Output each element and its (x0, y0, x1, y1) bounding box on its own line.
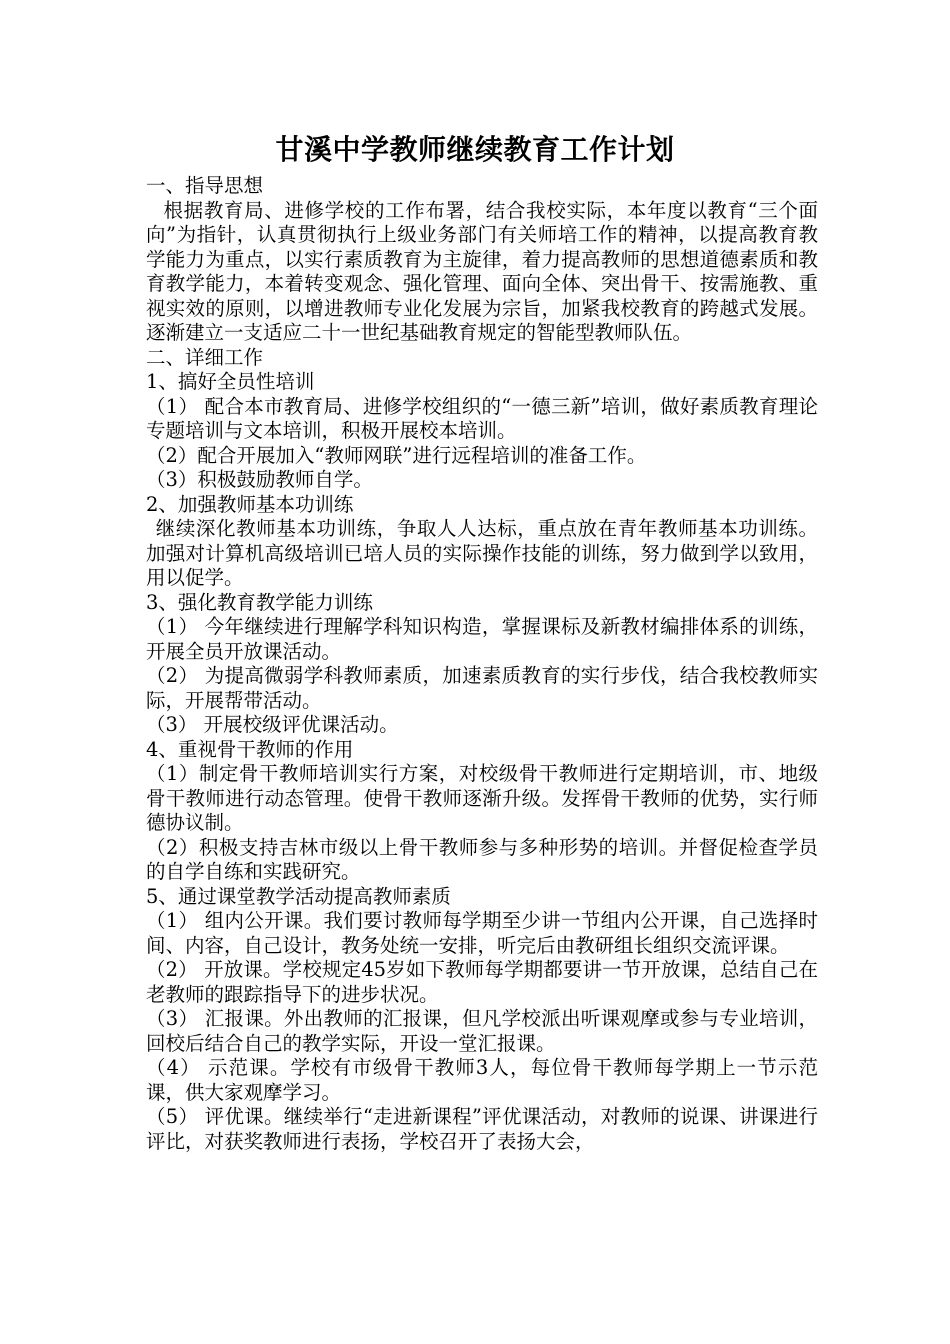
list-item: （2） 为提高微弱学科教师素质，加速素质教育的实行步伐，结合我校教师实际，开展帮带活动。 (146, 664, 818, 712)
list-item: （2） 开放课。学校规定45岁如下教师每学期都要讲一节开放课，总结自己在老教师的跟踪指导下的进步状况。 (146, 958, 818, 1006)
list-item: （1） 组内公开课。我们要讨教师每学期至少讲一节组内公开课，自己选择时间、内容，自己设计，教务处统一安排，听完后由教研组长组织交流评课。 (146, 909, 818, 957)
list-item: （1） 今年继续进行理解学科知识构造，掌握课标及新教材编排体系的训练，开展全员开放课活动。 (146, 615, 818, 663)
body-paragraph: 继续深化教师基本功训练，争取人人达标，重点放在青年教师基本功训练。加强对计算机高级培训已培人员的实际操作技能的训练，努力做到学以致用，用以促学。 (146, 517, 818, 589)
document-title: 甘溪中学教师继续教育工作计划 (275, 133, 675, 166)
list-item: （1）制定骨干教师培训实行方案，对校级骨干教师进行定期培训，市、地级骨干教师进行动态管理。使骨干教师逐渐升级。发挥骨干教师的优势，实行师德协议制。 (146, 762, 818, 834)
subsection-heading: 3、强化教育教学能力训练 (146, 590, 373, 614)
list-item: （1） 配合本市教育局、进修学校组织的“一德三新”培训，做好素质教育理论专题培训与文本培训，积极开展校本培训。 (146, 394, 818, 442)
list-item: （3） 开展校级评优课活动。 (146, 713, 399, 736)
list-item: （2）积极支持吉林市级以上骨干教师参与多种形势的培训。并督促检查学员的自学自练和实践研究。 (146, 835, 818, 883)
subsection-heading: 2、加强教师基本功训练 (146, 492, 354, 516)
body-paragraph: 根据教育局、进修学校的工作布署，结合我校实际，本年度以教育“三个面向”为指针，认真贯彻执行上级业务部门有关师培工作的精神，以提高教育教学能力为重点，以实行素质教育为主旋律，着力提高教师的思想道德素质和教育教学能力，本着转变观念、强化管理、面向全体、突出骨干、按需施教、重视实效的原则，以增进教师专业化发展为宗旨，加紧我校教育的跨越式发展。逐渐建立一支适应二十一世纪基础教育规定的智能型教师队伍。 (146, 198, 818, 344)
list-item: （4） 示范课。学校有市级骨干教师3人，每位骨干教师每学期上一节示范课，供大家观摩学习。 (146, 1056, 818, 1104)
list-item: （2）配合开展加入“教师网联”进行远程培训的准备工作。 (146, 443, 647, 467)
subsection-heading: 4、重视骨干教师的作用 (146, 737, 354, 761)
list-item: （3）积极鼓励教师自学。 (146, 468, 373, 491)
subsection-heading: 5、通过课堂教学活动提高教师素质 (146, 884, 451, 908)
section-heading: 一、指导思想 (146, 174, 264, 197)
subsection-heading: 1、搞好全员性培训 (146, 370, 315, 393)
list-item: （5） 评优课。继续举行“走进新课程”评优课活动，对教师的说课、讲课进行评比，对获奖教师进行表扬，学校召开了表扬大会， (146, 1105, 818, 1153)
document-body (146, 174, 818, 1154)
list-item: （3） 汇报课。外出教师的汇报课，但凡学校派出听课观摩或参与专业培训，回校后结合自己的教学实际，开设一堂汇报课。 (146, 1007, 818, 1055)
section-heading: 二、详细工作 (146, 345, 264, 369)
